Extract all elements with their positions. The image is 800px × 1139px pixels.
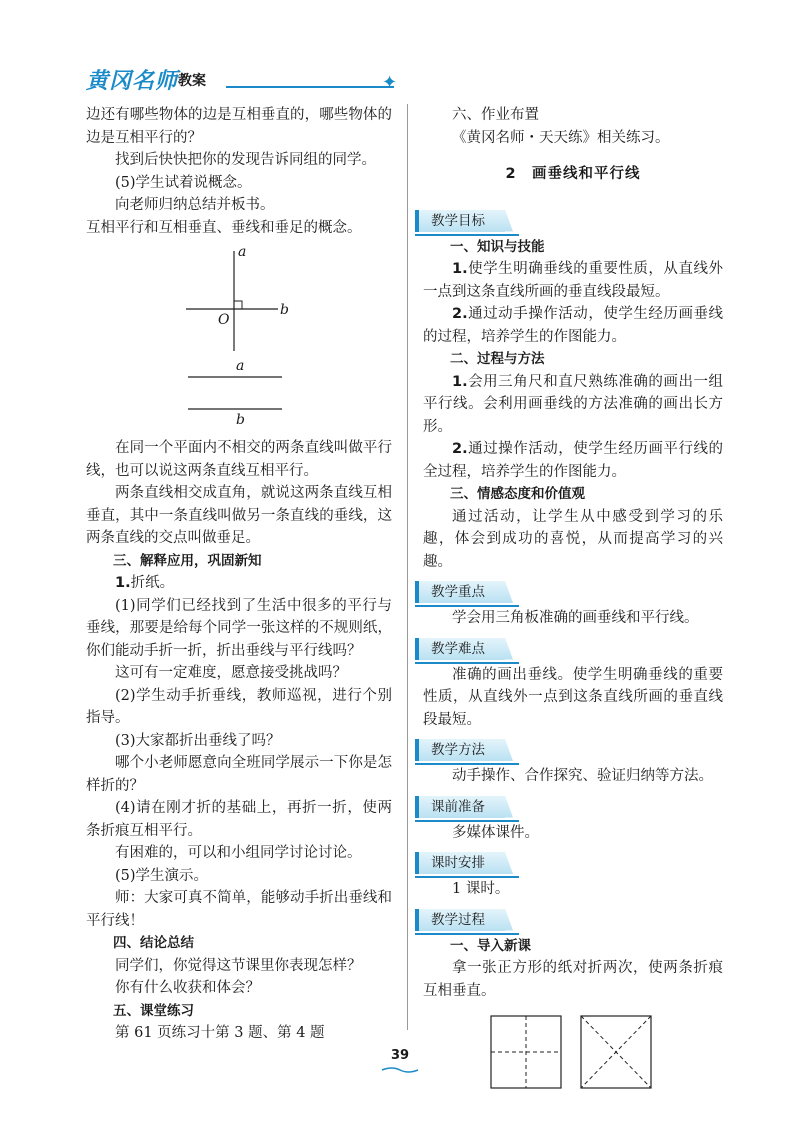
item-number: 1. bbox=[452, 373, 468, 390]
section-heading: 二、过程与方法 bbox=[450, 351, 545, 367]
paragraph: 动手操作、合作探究、验证归纳等方法。 bbox=[452, 768, 713, 784]
header-rule bbox=[226, 86, 394, 88]
label-b: b bbox=[280, 302, 289, 318]
item-text: 通过操作活动，使学生经历画平行线的全过程，培养学生的作图能力。 bbox=[423, 441, 723, 480]
page-number-wave bbox=[380, 1066, 420, 1074]
item-number: 2. bbox=[452, 441, 468, 457]
paragraph: 找到后快快把你的发现告诉同组的同学。 bbox=[115, 152, 376, 168]
paragraph: (2)学生动手折垂线，教师巡视，进行个别指导。 bbox=[86, 687, 392, 726]
paragraph: 第 61 页练习十第 3 题、第 4 题 bbox=[115, 1025, 325, 1041]
paragraph: 师：大家可真不简单，能够动手折出垂线和平行线！ bbox=[86, 890, 392, 929]
paragraph: 同学们，你觉得这节课里你表现怎样？ bbox=[115, 957, 362, 974]
tag-preparation: 课前准备 bbox=[415, 796, 505, 818]
paragraph: (5)学生演示。 bbox=[115, 867, 209, 884]
parallel-figure bbox=[86, 358, 392, 431]
perpendicular-figure bbox=[86, 243, 392, 355]
paragraph: 多媒体课件。 bbox=[452, 824, 539, 841]
label-a: a bbox=[236, 358, 245, 374]
folded-squares-figure bbox=[423, 1014, 723, 1094]
paragraph: 拿一张正方形的纸对折两次，使两条折痕互相垂直。 bbox=[423, 960, 723, 999]
paragraph: 1 课时。 bbox=[452, 881, 510, 897]
brand-logo: 黄冈名师 bbox=[86, 69, 179, 94]
item-number: 2. bbox=[452, 306, 468, 322]
tag-teaching-goal: 教学目标 bbox=[415, 210, 505, 232]
tag-schedule: 课时安排 bbox=[415, 852, 505, 874]
list-item bbox=[423, 438, 723, 483]
sparkle-icon: ✦ bbox=[382, 72, 398, 93]
item-number: 1. bbox=[452, 261, 468, 277]
section-heading: 一、知识与技能 bbox=[450, 238, 545, 255]
paragraph: 互相平行和互相垂直、垂线和垂足的概念。 bbox=[86, 219, 362, 236]
list-item bbox=[423, 371, 723, 439]
section-heading: 五、课堂练习 bbox=[113, 1002, 194, 1019]
page-number: 39 bbox=[390, 1048, 410, 1063]
paragraph: 在同一个平面内不相交的两条直线叫做平行线，也可以说这两条直线互相平行。 bbox=[86, 440, 392, 479]
page-header bbox=[86, 64, 426, 98]
label-a: a bbox=[238, 244, 247, 260]
paragraph: 两条直线相交成直角，就说这两条直线互相垂直，其中一条直线叫做另一条直线的垂线，这两条直线的交点叫做垂足。 bbox=[86, 485, 392, 546]
section-heading: 四、结论总结 bbox=[113, 935, 194, 951]
paragraph: 这可有一定难度，愿意接受挑战吗？ bbox=[115, 665, 347, 681]
column-divider bbox=[407, 104, 408, 1030]
label-b: b bbox=[236, 412, 245, 428]
section-heading: 六、作业布置 bbox=[452, 107, 539, 123]
right-column bbox=[423, 104, 723, 1094]
item-number: 1. bbox=[115, 575, 131, 591]
paragraph: 向老师归纳总结并板书。 bbox=[115, 197, 275, 213]
paragraph: 哪个小老师愿意向全班同学展示一下你是怎样折的？ bbox=[86, 755, 392, 794]
paragraph: 学会用三角板准确的画垂线和平行线。 bbox=[452, 610, 699, 626]
item-text: 使学生明确垂线的重要性质，从直线外一点到这条直线所画的垂直线段最短。 bbox=[423, 261, 723, 300]
paragraph: 准确的画出垂线。使学生明确垂线的重要性质，从直线外一点到这条直线所画的垂直线段最短。 bbox=[423, 666, 723, 728]
item-text: 通过动手操作活动，使学生经历画垂线的过程，培养学生的作图能力。 bbox=[423, 306, 723, 345]
item-text: 会用三角尺和直尺熟练准确的画出一组平行线。会利用画垂线的方法准确的画出长方形。 bbox=[423, 373, 723, 435]
paragraph: 边还有哪些物体的边是互相垂直的，哪些物体的边是互相平行的？ bbox=[86, 107, 392, 146]
left-column bbox=[86, 104, 392, 1045]
folded-paper-diagram bbox=[423, 1014, 723, 1094]
paragraph: 通过活动，让学生从中感受到学习的乐趣，体会到成功的喜悦，从而提高学习的兴趣。 bbox=[423, 508, 723, 570]
tag-difficulty: 教学难点 bbox=[415, 638, 505, 660]
tag-key-point: 教学重点 bbox=[415, 581, 505, 603]
brand-subtitle: 教案 bbox=[178, 73, 206, 89]
tag-method: 教学方法 bbox=[415, 739, 505, 761]
paragraph: 《黄冈名师・天天练》相关练习。 bbox=[452, 129, 670, 146]
paragraph: 有困难的，可以和小组同学讨论讨论。 bbox=[115, 845, 362, 861]
tag-process: 教学过程 bbox=[415, 909, 505, 931]
item-text: 折纸。 bbox=[130, 575, 175, 591]
lesson-title: 2 画垂线和平行线 bbox=[505, 166, 641, 182]
list-item bbox=[423, 258, 723, 303]
list-item bbox=[86, 572, 392, 595]
paragraph: (3)大家都折出垂线了吗？ bbox=[115, 732, 281, 749]
paragraph: 你有什么收获和体会？ bbox=[115, 980, 260, 996]
section-heading: 一、导入新课 bbox=[450, 937, 531, 954]
section-heading: 三、情感态度和价值观 bbox=[450, 486, 585, 502]
section-heading: 三、解释应用，巩固新知 bbox=[113, 552, 262, 569]
paragraph: (5)学生试着说概念。 bbox=[115, 174, 252, 191]
paragraph: (4)请在刚才折的基础上，再折一折，使两条折痕互相平行。 bbox=[86, 800, 392, 839]
paragraph: (1)同学们已经找到了生活中很多的平行与垂线，那要是给每个同学一张这样的不规则纸，你们能动手折一折，折出垂线与平行线吗？ bbox=[86, 597, 392, 659]
label-o: O bbox=[218, 312, 230, 328]
list-item bbox=[423, 303, 723, 348]
